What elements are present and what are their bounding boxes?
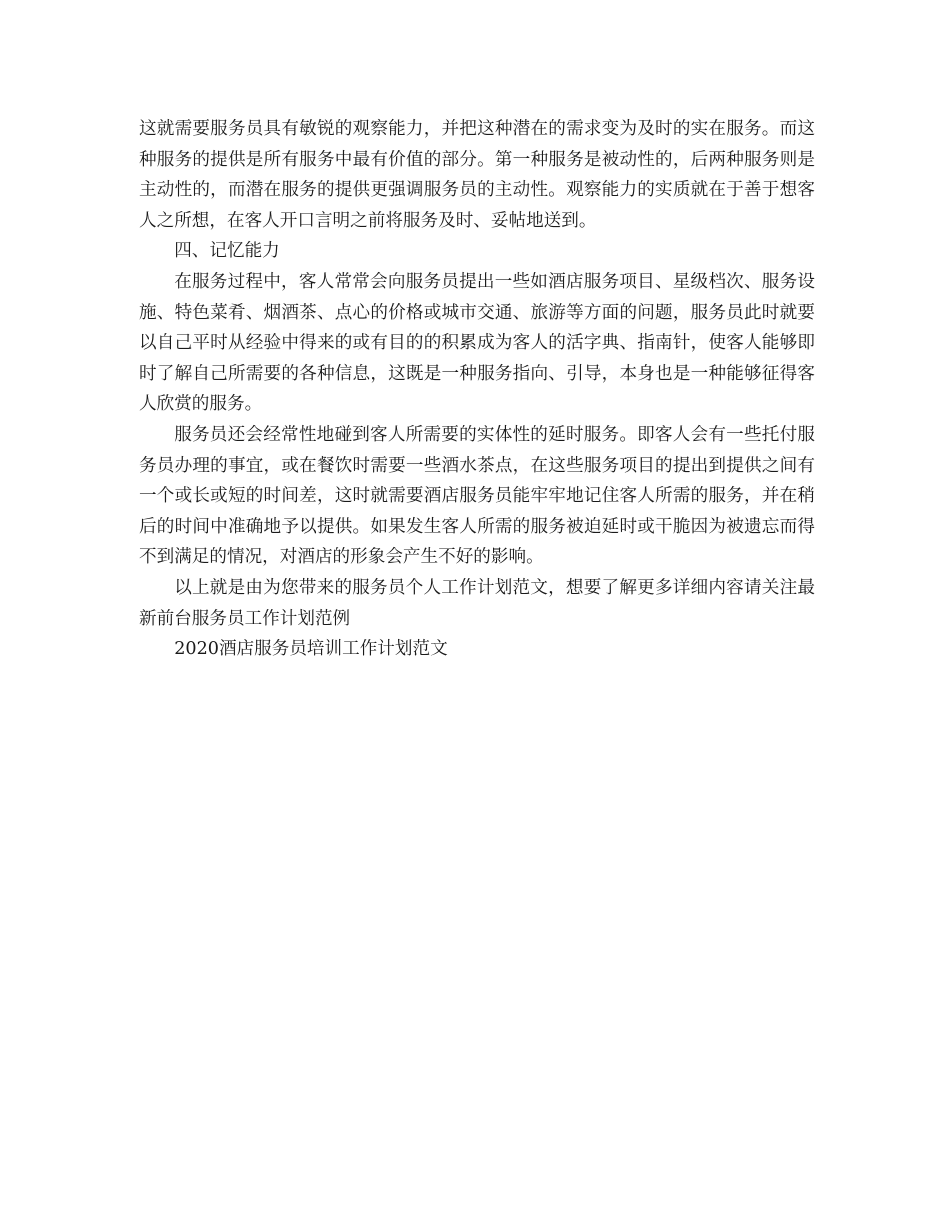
- paragraph-delayed-service: 服务员还会经常性地碰到客人所需要的实体性的延时服务。即客人会有一些托付服务员办理的事宜，或在餐饮时需要一些酒水茶点，在这些服务项目的提出到提供之间有一个或长或短的时间差，这时就需要酒店服务员能牢牢地记住客人所需的服务，并在稍后的时间中准确地予以提供。如果发生客人所需的服务被迫延时或干脆因为被遗忘而得不到满足的情况，对酒店的形象会产生不好的影响。: [139, 424, 815, 568]
- paragraph-service-information: 在服务过程中，客人常常会向服务员提出一些如酒店服务项目、星级档次、服务设施、特色菜肴、烟酒茶、点心的价格或城市交通、旅游等方面的问题，服务员此时就要以自己平时从经验中得来的或有目的的积累成为客人的活字典、指南针，使客人能够即时了解自己所需要的各种信息，这既是一种服务指向、引导，本身也是一种能够征得客人欣赏的服务。: [139, 271, 815, 415]
- related-article-title: 2020酒店服务员培训工作计划范文: [174, 639, 448, 660]
- document-body: [139, 114, 815, 665]
- section-heading-memory-ability: 四、记忆能力: [174, 241, 280, 262]
- paragraph-observation-ability: 这就需要服务员具有敏锐的观察能力，并把这种潜在的需求变为及时的实在服务。而这种服务的提供是所有服务中最有价值的部分。第一种服务是被动性的，后两种服务则是主动性的，而潜在服务的提供更强调服务员的主动性。观察能力的实质就在于善于想客人之所想，在客人开口言明之前将服务及时、妥帖地送到。: [139, 119, 815, 231]
- paragraph-closing-note: 以上就是由为您带来的服务员个人工作计划范文，想要了解更多详细内容请关注最新前台服务员工作计划范例: [139, 577, 815, 629]
